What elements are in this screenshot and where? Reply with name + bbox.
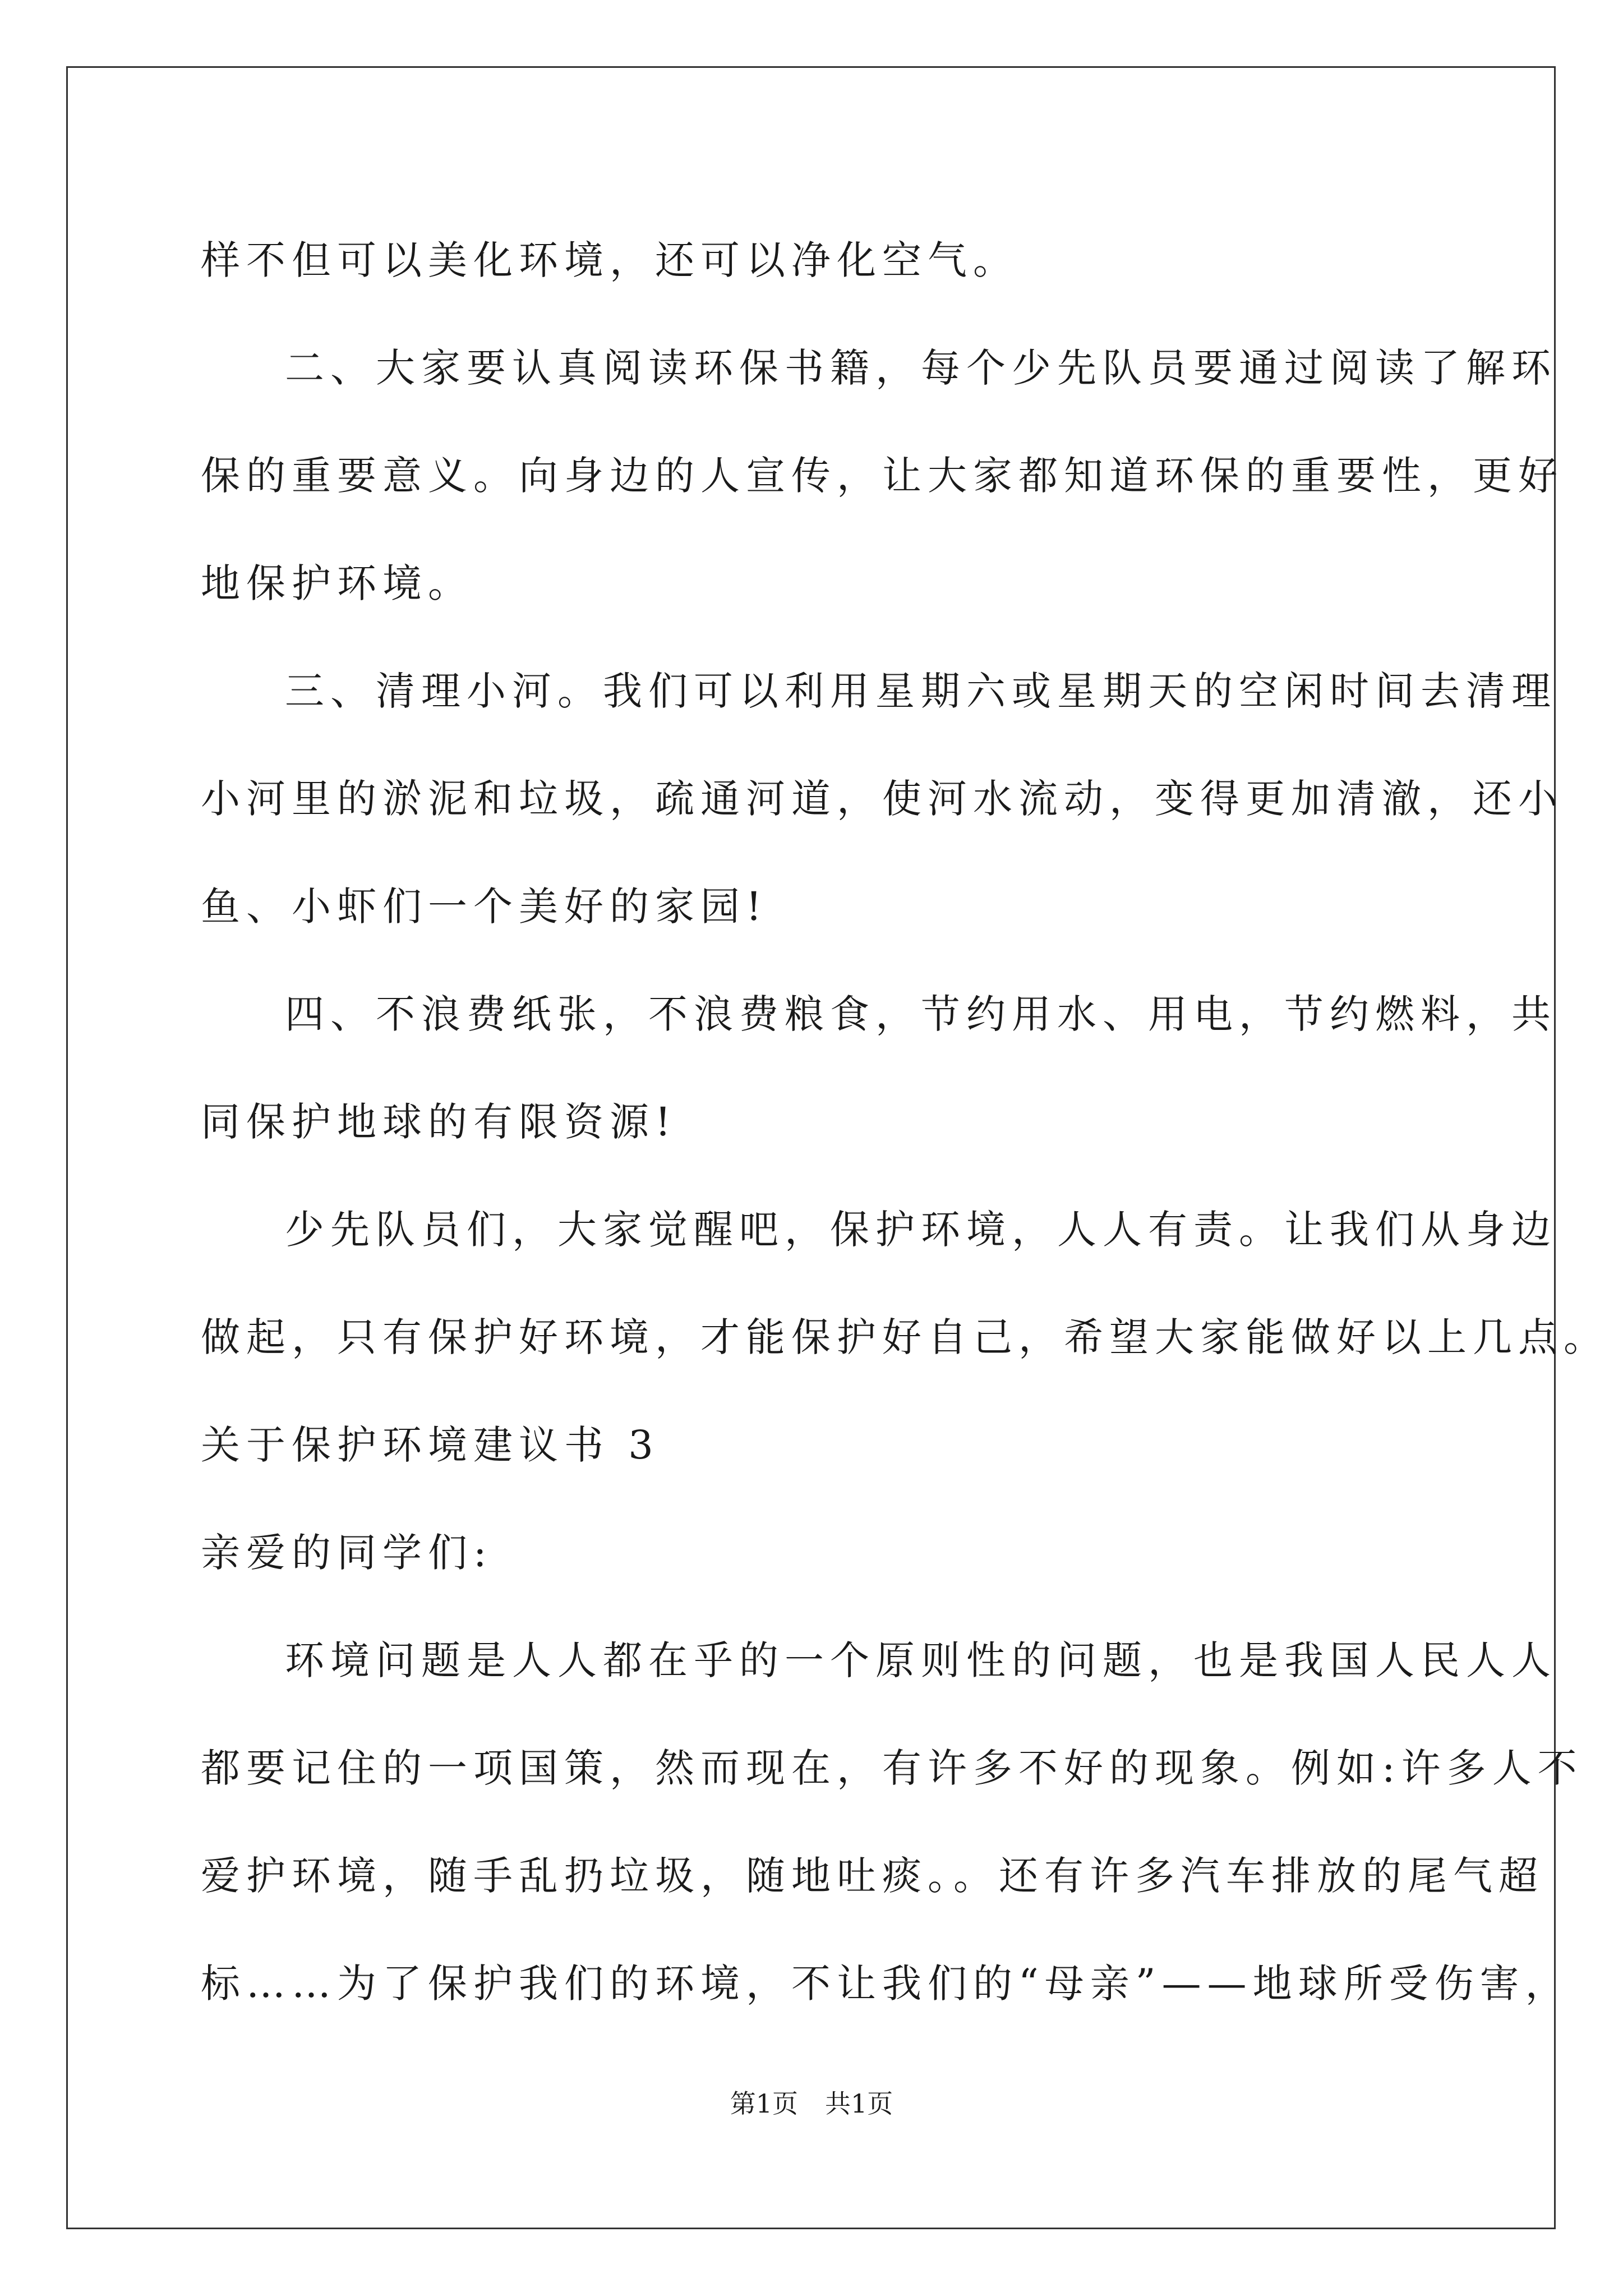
text-line-11: 做起，只有保护好环境，才能保护好自己，希望大家能做好以上几点。 (201, 1314, 1609, 1360)
document-body (201, 206, 1609, 2037)
page-total: 共1页 (825, 2088, 893, 2119)
text-line-10: 少先队员们，大家觉醒吧，保护环境，人人有责。让我们从身边 (285, 1207, 1557, 1253)
text-line-17: 标……为了保护我们的环境，不让我们的“母亲”——地球所受伤害， (201, 1961, 1571, 2007)
text-line-7: 鱼、小虾们一个美好的家园! (201, 884, 768, 930)
text-line-9: 同保护地球的有限资源! (201, 1099, 677, 1145)
text-line-8: 四、不浪费纸张，不浪费粮食，节约用水、用电，节约燃料，共 (285, 991, 1557, 1037)
text-line-1: 样不但可以美化环境，还可以净化空气。 (201, 237, 1018, 283)
text-line-5: 三、清理小河。我们可以利用星期六或星期天的空闲时间去清理 (285, 668, 1557, 714)
page-footer (0, 2087, 1623, 2120)
text-line-2: 二、大家要认真阅读环保书籍，每个少先队员要通过阅读了解环 (285, 345, 1557, 391)
text-line-4: 地保护环境。 (201, 560, 473, 606)
salutation: 亲爱的同学们: (201, 1530, 493, 1576)
page-number: 第1页 (730, 2088, 798, 2119)
section-heading: 关于保护环境建议书 3 (201, 1422, 660, 1468)
text-line-3: 保的重要意义。向身边的人宣传，让大家都知道环保的重要性，更好 (201, 453, 1564, 499)
text-line-14: 环境问题是人人都在乎的一个原则性的问题，也是我国人民人人 (285, 1637, 1557, 1683)
text-line-15: 都要记住的一项国策，然而现在，有许多不好的现象。例如:许多人不 (201, 1745, 1583, 1791)
text-line-16: 爱护环境，随手乱扔垃圾，随地吐痰。。还有许多汽车排放的尾气超 (201, 1853, 1544, 1899)
text-line-6: 小河里的淤泥和垃圾，疏通河道，使河水流动，变得更加清澈，还小 (201, 776, 1564, 822)
